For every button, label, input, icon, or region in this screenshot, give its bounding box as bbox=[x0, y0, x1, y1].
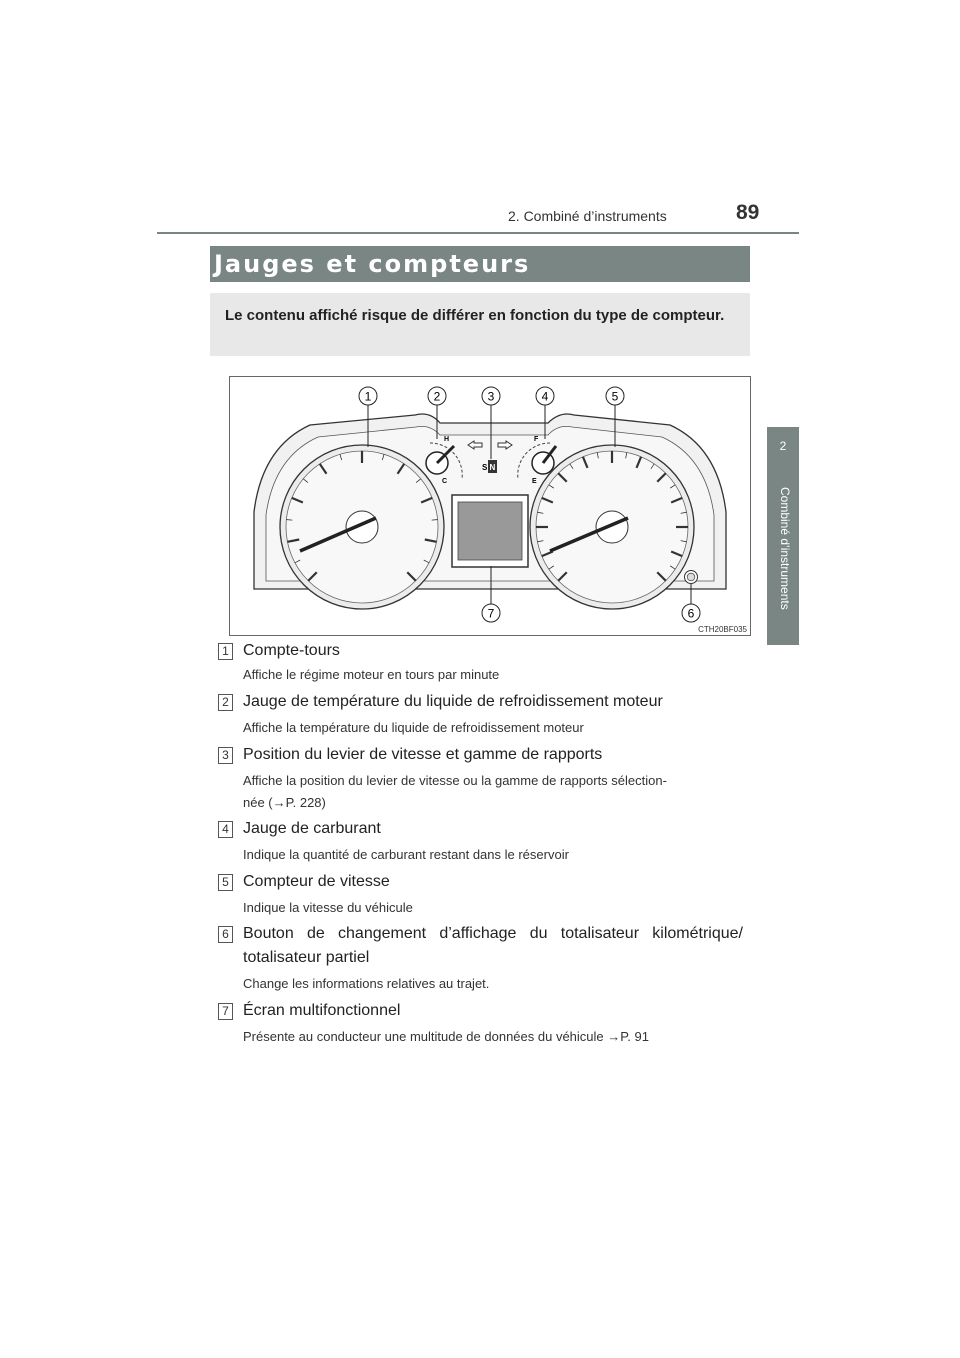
item-title: Jauge de température du liquide de refroidissement moteur bbox=[243, 693, 663, 710]
callout-5 bbox=[606, 387, 624, 405]
chapter-header: 2. Combiné d’instruments bbox=[508, 208, 667, 224]
figure-code: CTH20BF035 bbox=[698, 625, 747, 634]
item-title-line2: totalisateur partiel bbox=[243, 949, 370, 966]
instrument-cluster-illustration bbox=[230, 377, 750, 635]
svg-text:6: 6 bbox=[687, 606, 695, 621]
callout-2 bbox=[428, 387, 446, 405]
item-description-line2: née (→P. 228) bbox=[243, 795, 326, 810]
side-tab-number: 2 bbox=[779, 439, 787, 453]
callout-3 bbox=[482, 387, 500, 405]
callout-1 bbox=[359, 387, 377, 405]
tachometer-dial bbox=[280, 445, 444, 609]
item-number: 1 bbox=[218, 643, 233, 660]
item-title: Position du levier de vitesse et gamme de rapports bbox=[243, 746, 603, 763]
chapter-side-tab bbox=[767, 427, 799, 645]
svg-text:4: 4 bbox=[541, 389, 549, 404]
temp-hot-letter: H bbox=[444, 436, 450, 443]
svg-text:7: 7 bbox=[487, 606, 495, 621]
item-description: Présente au conducteur une multitude de données du véhicule →P. 91 bbox=[243, 1029, 649, 1044]
item-description: Change les informations relatives au trajet. bbox=[243, 976, 490, 991]
item-description: Affiche la position du levier de vitesse ou la gamme de rapports sélection- bbox=[243, 773, 667, 788]
item-title: Écran multifonctionnel bbox=[243, 1002, 401, 1019]
gear-s-letter: S bbox=[482, 463, 488, 472]
item-title: Bouton de changement d’affichage du totalisateur kilométrique/ bbox=[243, 925, 743, 942]
item-title: Compteur de vitesse bbox=[243, 873, 390, 890]
item-title: Jauge de carburant bbox=[243, 820, 381, 837]
speedometer-dial bbox=[530, 445, 694, 609]
svg-text:2: 2 bbox=[433, 389, 441, 404]
callout-7 bbox=[482, 604, 500, 622]
fuel-full-letter: F bbox=[534, 436, 539, 443]
item-description: Affiche le régime moteur en tours par minute bbox=[243, 667, 500, 682]
fuel-empty-letter: E bbox=[532, 478, 537, 485]
item-number: 5 bbox=[218, 874, 233, 891]
item-number: 7 bbox=[218, 1003, 233, 1020]
header-divider bbox=[157, 232, 799, 234]
item-number: 2 bbox=[218, 694, 233, 711]
item-number: 6 bbox=[218, 926, 233, 943]
item-number: 4 bbox=[218, 821, 233, 838]
svg-text:3: 3 bbox=[487, 389, 495, 404]
svg-text:1: 1 bbox=[364, 389, 372, 404]
item-description: Indique la quantité de carburant restant dans le réservoir bbox=[243, 847, 569, 862]
notice-box: Le contenu affiché risque de différer en fonction du type de compteur. bbox=[210, 293, 750, 356]
side-tab-label: Combiné d’instruments bbox=[778, 487, 792, 610]
callout-4 bbox=[536, 387, 554, 405]
svg-text:5: 5 bbox=[611, 389, 619, 404]
callout-6 bbox=[682, 604, 700, 622]
section-title: Jauges et compteurs bbox=[214, 250, 531, 278]
gear-n-letter: N bbox=[489, 463, 496, 472]
item-description: Indique la vitesse du véhicule bbox=[243, 900, 413, 915]
instrument-cluster-figure bbox=[229, 376, 751, 636]
item-description: Affiche la température du liquide de refroidissement moteur bbox=[243, 720, 584, 735]
temp-cold-letter: C bbox=[442, 478, 448, 485]
section-heading-bar bbox=[210, 246, 750, 282]
multi-info-display-screen bbox=[458, 502, 522, 560]
item-title: Compte-tours bbox=[243, 642, 340, 659]
page-number: 89 bbox=[736, 201, 760, 224]
item-number: 3 bbox=[218, 747, 233, 764]
